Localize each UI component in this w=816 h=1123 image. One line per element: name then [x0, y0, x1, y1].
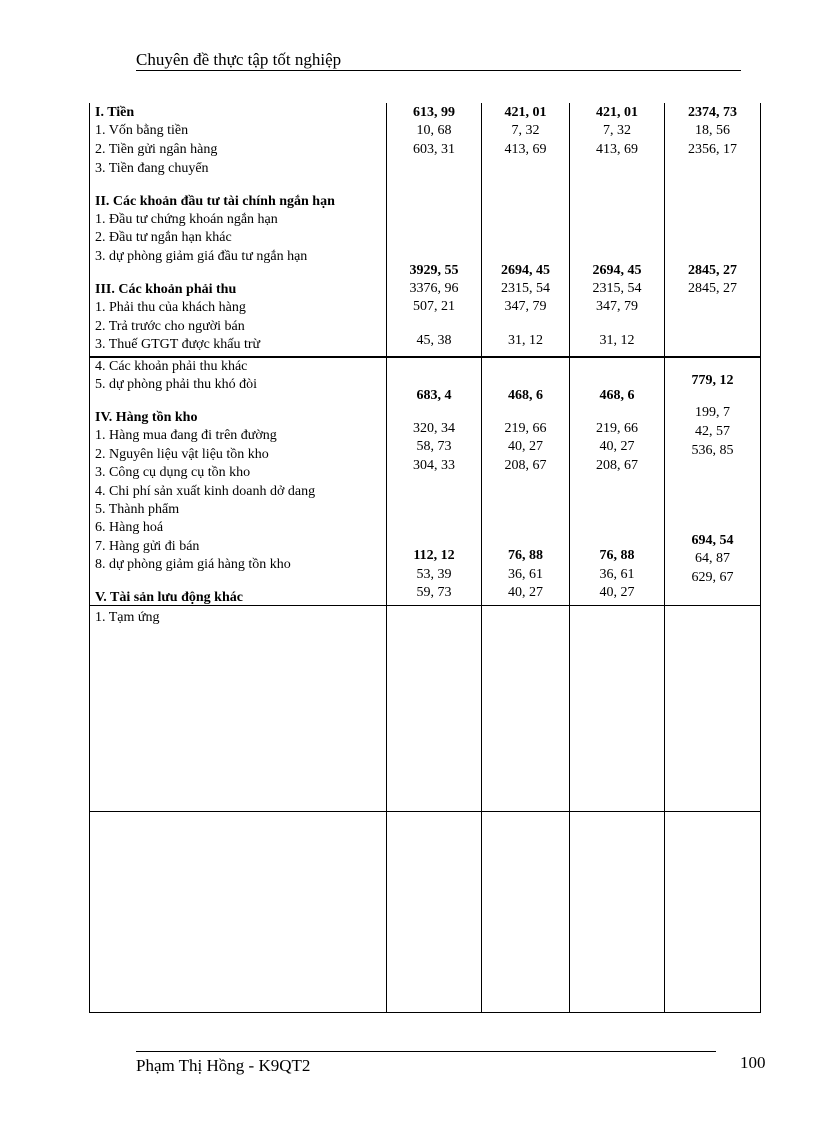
value-cell: 3929, 55	[409, 263, 459, 278]
value-cell: 694, 54	[691, 533, 734, 548]
value-cell: 320, 34	[413, 421, 455, 436]
value-cell: 40, 27	[508, 439, 543, 454]
label-tai-san-luu-dong-khac: V. Tài sản lưu động khác	[95, 590, 243, 605]
value-cell: 219, 66	[504, 421, 547, 436]
label-phai-thu-khach-hang: 1. Phải thu của khách hàng	[95, 300, 246, 315]
value-cell: 7, 32	[511, 123, 540, 138]
value-cell: 2694, 45	[592, 263, 642, 278]
value-cell: 3376, 96	[409, 281, 459, 296]
label-cong-cu-dung-cu: 3. Công cụ dụng cụ tồn kho	[95, 465, 251, 480]
value-cell: 421, 01	[596, 105, 638, 120]
table-border-left	[89, 103, 90, 1013]
value-cell: 53, 39	[416, 567, 452, 582]
value-cell: 536, 85	[691, 443, 734, 458]
value-cell: 10, 68	[416, 123, 452, 138]
value-cell: 613, 99	[413, 105, 455, 120]
value-cell: 18, 56	[695, 123, 730, 138]
value-cell: 2845, 27	[688, 263, 737, 278]
value-cell: 112, 12	[413, 548, 455, 563]
label-thanh-pham: 5. Thành phẩm	[95, 502, 180, 517]
label-du-phong-ton-kho: 8. dự phòng giảm giá hàng tồn kho	[95, 557, 291, 572]
value-cell: 76, 88	[599, 548, 635, 563]
value-cell: 208, 67	[504, 458, 547, 473]
value-cell: 413, 69	[596, 142, 638, 157]
table-border-right	[760, 103, 761, 1013]
value-cell: 31, 12	[599, 333, 635, 348]
value-cell: 2356, 17	[688, 142, 737, 157]
label-hang-gui-di-ban: 7. Hàng gửi đi bán	[95, 539, 200, 554]
label-tien: I. Tiền	[95, 105, 135, 120]
value-cell: 36, 61	[599, 567, 635, 582]
label-nguyen-lieu: 2. Nguyên liệu vật liệu tồn kho	[95, 447, 269, 462]
label-dau-tu-tai-chinh: II. Các khoản đầu tư tài chính ngắn hạn	[95, 194, 335, 209]
value-cell: 468, 6	[599, 388, 635, 403]
label-von-bang-tien: 1. Vốn bằng tiền	[95, 123, 189, 138]
value-cell: 2374, 73	[688, 105, 737, 120]
value-cell: 58, 73	[416, 439, 452, 454]
value-cell: 40, 27	[599, 585, 635, 600]
value-cell: 45, 38	[416, 333, 452, 348]
value-cell: 347, 79	[504, 299, 547, 314]
value-cell: 42, 57	[695, 424, 730, 439]
value-cell: 7, 32	[603, 123, 631, 138]
value-cell: 413, 69	[504, 142, 547, 157]
value-cell: 629, 67	[691, 570, 734, 585]
value-cell: 603, 31	[413, 142, 455, 157]
label-dau-tu-ngan-han-khac: 2. Đầu tư ngắn hạn khác	[95, 230, 232, 245]
value-cell: 36, 61	[508, 567, 543, 582]
value-cell: 59, 73	[416, 585, 452, 600]
value-cell: 2315, 54	[501, 281, 550, 296]
value-cell: 40, 27	[599, 439, 635, 454]
value-cell: 779, 12	[691, 373, 734, 388]
label-du-phong-dau-tu: 3. dự phòng giảm giá đầu tư ngắn hạn	[95, 249, 308, 264]
value-cell: 219, 66	[596, 421, 638, 436]
label-tien-dang-chuyen: 3. Tiền đang chuyển	[95, 161, 209, 176]
value-cell: 2845, 27	[688, 281, 737, 296]
label-tien-gui-ngan-hang: 2. Tiền gửi ngân hàng	[95, 142, 218, 157]
page-header-title: Chuyên đề thực tập tốt nghiệp	[136, 50, 342, 69]
label-cac-khoan-phai-thu: III. Các khoản phải thu	[95, 282, 237, 297]
value-cell: 31, 12	[508, 333, 543, 348]
label-thue-gtgt: 3. Thuế GTGT được khấu trừ	[95, 337, 261, 352]
header-rule	[136, 70, 741, 71]
label-phai-thu-khac: 4. Các khoản phải thu khác	[95, 359, 248, 374]
label-du-phong-phai-thu: 5. dự phòng phải thu khó đòi	[95, 377, 257, 392]
value-cell: 208, 67	[596, 458, 638, 473]
page-number: 100	[740, 1053, 766, 1072]
footer-rule	[136, 1051, 716, 1052]
label-dau-tu-chung-khoan: 1. Đầu tư chứng khoán ngắn hạn	[95, 212, 278, 227]
value-cell: 347, 79	[596, 299, 638, 314]
value-cell: 2315, 54	[592, 281, 642, 296]
value-cell: 199, 7	[695, 405, 730, 420]
value-cell: 507, 21	[413, 299, 455, 314]
value-cell: 2694, 45	[501, 263, 550, 278]
value-cell: 76, 88	[508, 548, 543, 563]
value-cell: 40, 27	[508, 585, 543, 600]
footer-author: Phạm Thị Hồng - K9QT2	[136, 1056, 311, 1075]
label-hang-ton-kho: IV. Hàng tồn kho	[95, 410, 198, 425]
label-hang-mua-dang-di: 1. Hàng mua đang đi trên đường	[95, 428, 277, 443]
row-divider-3	[89, 811, 761, 812]
value-cell: 64, 87	[695, 551, 730, 566]
value-cell: 304, 33	[413, 458, 455, 473]
value-cell: 683, 4	[416, 388, 452, 403]
label-tam-ung: 1. Tạm ứng	[95, 610, 160, 625]
value-cell: 468, 6	[508, 388, 543, 403]
label-tra-truoc-nguoi-ban: 2. Trả trước cho người bán	[95, 319, 245, 334]
table-border-bottom	[89, 1012, 761, 1013]
value-cell: 421, 01	[504, 105, 547, 120]
label-chi-phi-sxkd: 4. Chi phí sản xuất kinh doanh dở dang	[95, 484, 316, 499]
label-hang-hoa: 6. Hàng hoá	[95, 520, 164, 535]
